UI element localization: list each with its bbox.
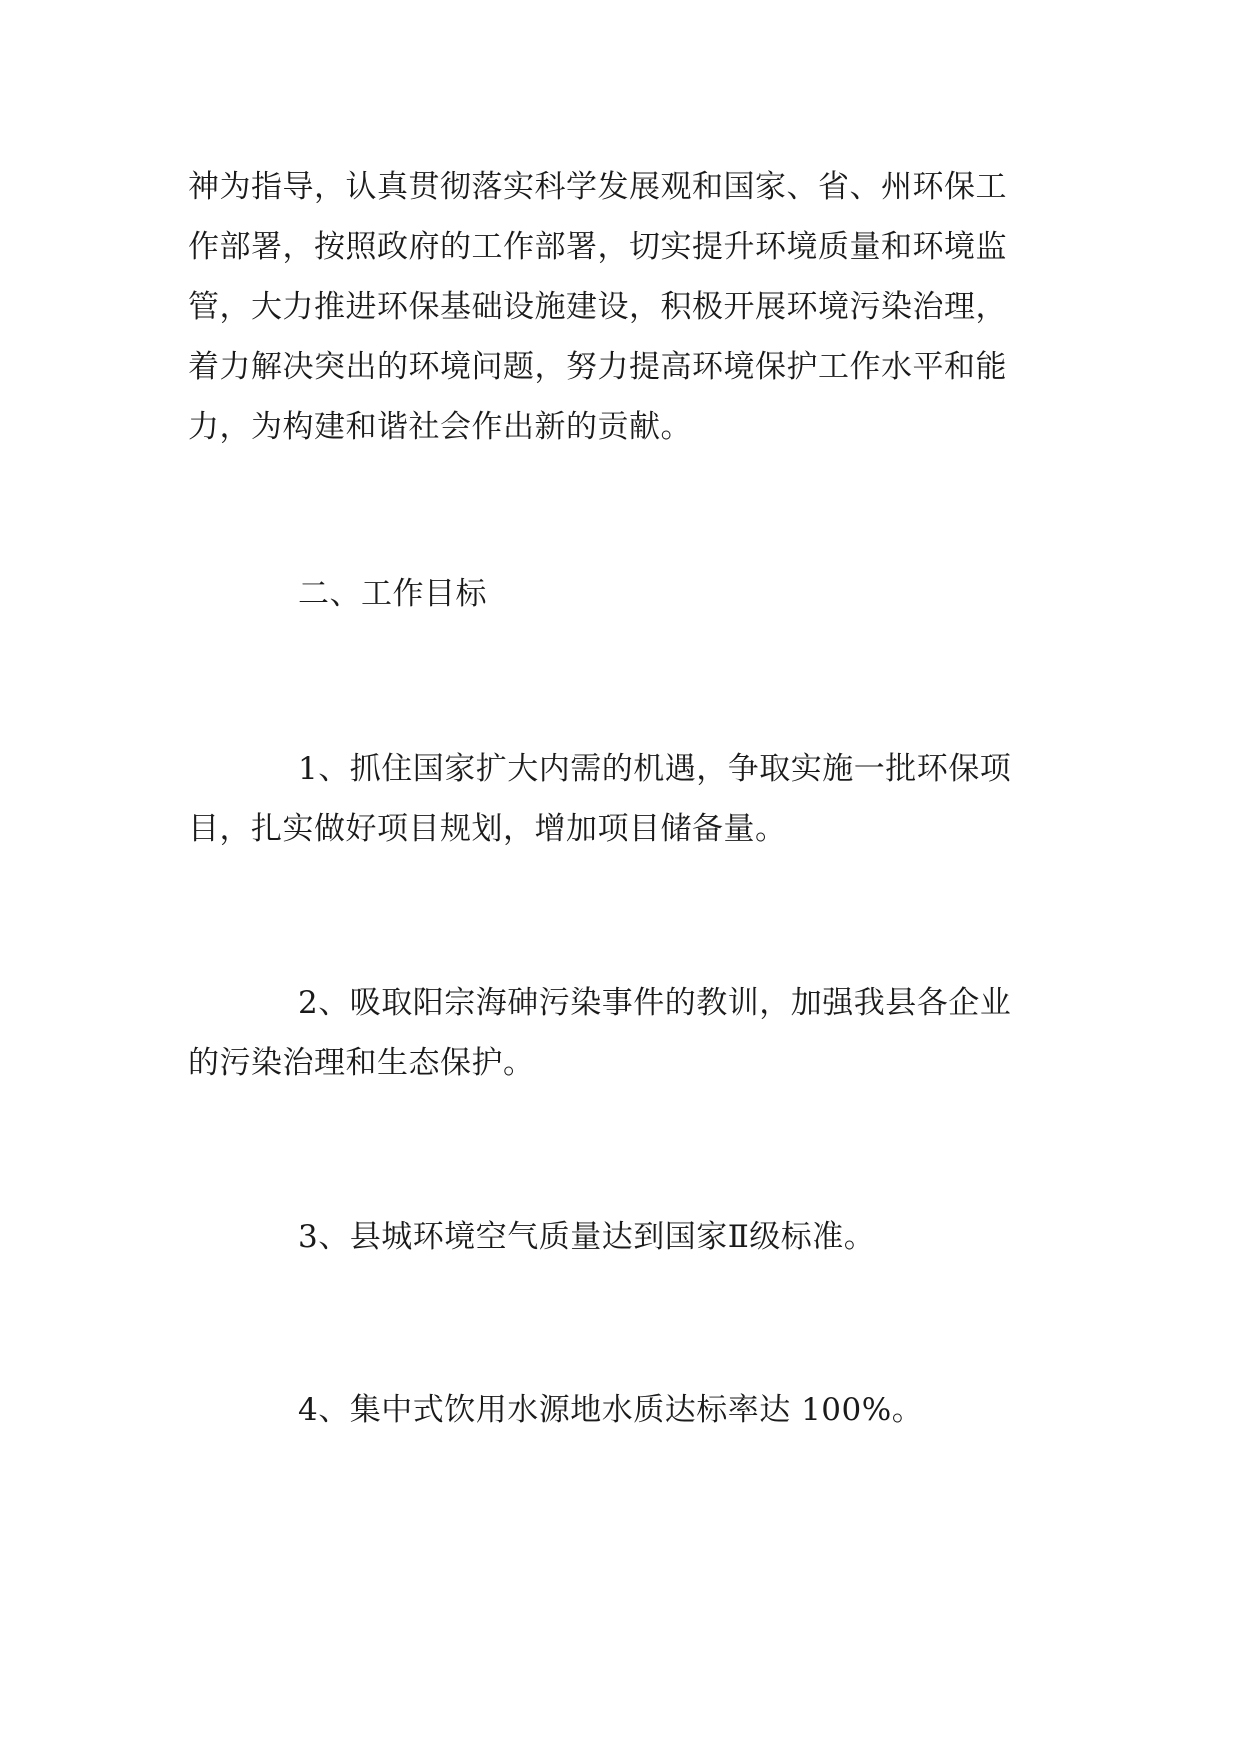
- paragraph-line: 管，大力推进环保基础设施建设，积极开展环境污染治理，: [188, 289, 1007, 325]
- goal-4: 4、集中式饮用水源地水质达标率达 100%。: [298, 1392, 924, 1428]
- section-heading: 二、工作目标: [298, 576, 487, 612]
- goal-3: 3、县城环境空气质量达到国家Ⅱ级标准。: [298, 1219, 876, 1255]
- goal-1-line: 目，扎实做好项目规划，增加项目储备量。: [188, 811, 787, 847]
- goal-1-line: 1、抓住国家扩大内需的机遇，争取实施一批环保项: [298, 751, 1012, 787]
- paragraph-line: 作部署，按照政府的工作部署，切实提升环境质量和环境监: [188, 229, 1007, 265]
- paragraph-line: 神为指导，认真贯彻落实科学发展观和国家、省、州环保工: [188, 169, 1007, 205]
- goal-2-line: 2、吸取阳宗海砷污染事件的教训，加强我县各企业: [298, 985, 1012, 1021]
- paragraph-line: 着力解决突出的环境问题，努力提高环境保护工作水平和能: [188, 349, 1007, 385]
- goal-2-line: 的污染治理和生态保护。: [188, 1045, 535, 1081]
- paragraph-line: 力，为构建和谐社会作出新的贡献。: [188, 409, 692, 445]
